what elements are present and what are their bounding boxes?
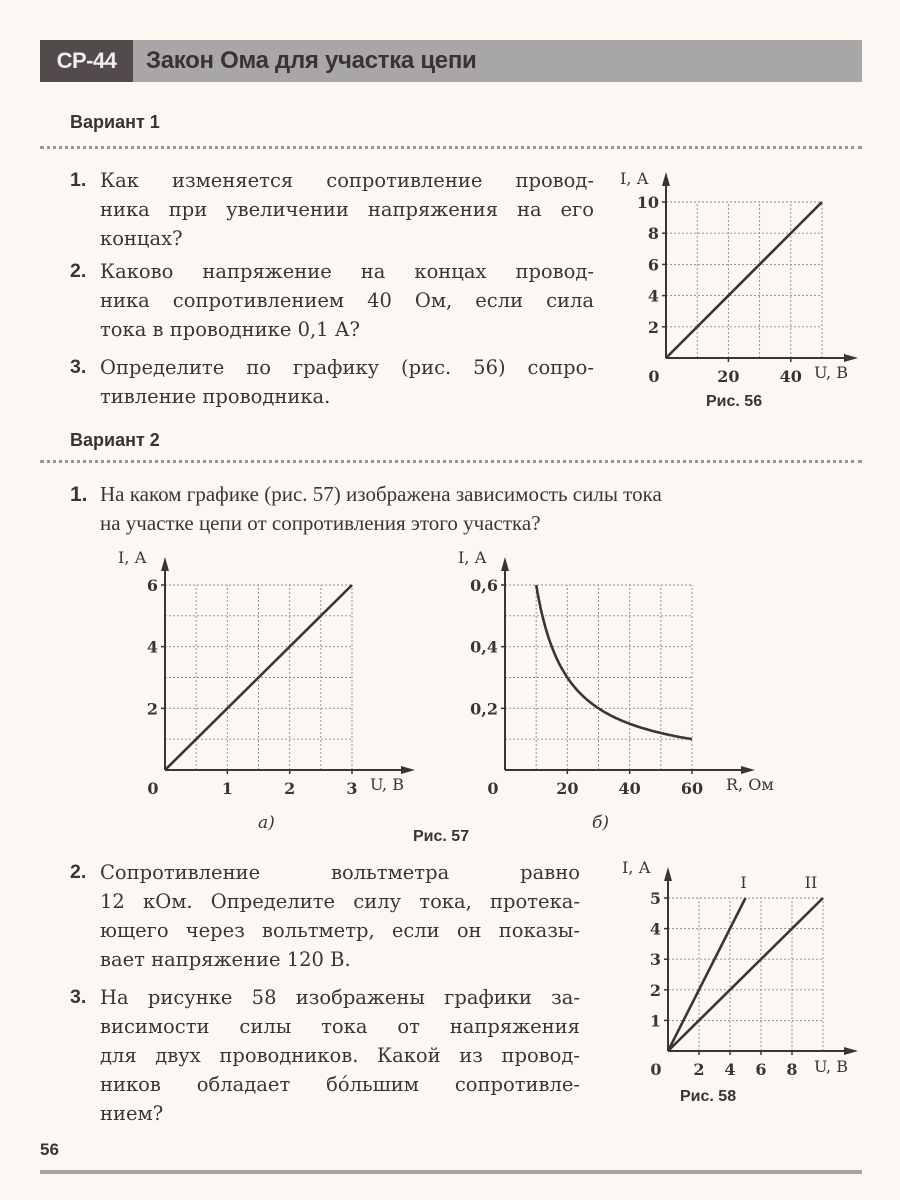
- x-tick-label: 40: [618, 779, 641, 798]
- question-line: Сопротивление вольтметра равно: [100, 861, 580, 884]
- footer-divider: [40, 1170, 862, 1174]
- y-tick-label: 6: [647, 255, 659, 275]
- x-tick-label: 6: [755, 1060, 767, 1079]
- variant-1-heading: Вариант 1: [70, 112, 160, 132]
- question-line: Определите по графику (рис. 56) сопро-: [100, 356, 594, 379]
- question-line: для двух проводников. Какой из провод-: [100, 1044, 580, 1067]
- v1-question-1: [70, 166, 594, 256]
- y-tick-label: 4: [146, 637, 158, 657]
- fig57-caption: Рис. 57: [413, 828, 470, 845]
- x-tick-label: 20: [717, 367, 740, 386]
- x-axis-arrow-icon: [844, 1047, 858, 1055]
- question-line: На рисунке 58 изображены графики за-: [100, 986, 580, 1009]
- question-line: Как изменяется сопротивление провод-: [100, 169, 594, 192]
- fig58-x-axis-label: U, В: [814, 1057, 848, 1076]
- y-axis-arrow-icon: [161, 557, 169, 571]
- y-axis-arrow-icon: [664, 867, 672, 881]
- fig58-chart: [610, 855, 870, 1085]
- y-tick-label: 0,2: [470, 699, 498, 719]
- fig58-y-axis-label: I, А: [622, 858, 651, 877]
- v1-question-2: [70, 257, 594, 347]
- v2-question-3: [70, 983, 580, 1133]
- y-tick-label: 3: [649, 950, 661, 970]
- x-axis-arrow-icon: [401, 766, 415, 774]
- x-tick-label: 60: [680, 779, 704, 798]
- question-line: ника сопротивлением 40 Ом, если сила: [100, 289, 594, 312]
- x-tick-label: 2: [693, 1060, 705, 1079]
- y-tick-label: 5: [649, 889, 661, 908]
- y-tick-label: 1: [649, 1011, 661, 1031]
- fig57a-y-axis-label: I, А: [118, 548, 147, 567]
- page-number: 56: [40, 1140, 59, 1159]
- question-number: 2.: [70, 861, 87, 883]
- y-tick-label: 10: [636, 193, 659, 212]
- question-line: Каково напряжение на концах провод-: [100, 260, 594, 283]
- question-line: На каком графике (рис. 57) изображена зависимость силы тока: [100, 482, 662, 506]
- question-number: 1.: [70, 483, 88, 506]
- x-tick-label: 0: [147, 779, 159, 798]
- question-line: нием?: [100, 1102, 164, 1125]
- variant-1-divider: [40, 146, 862, 149]
- series-line: [668, 898, 746, 1051]
- x-axis-arrow-icon: [741, 766, 755, 774]
- question-number: 3.: [70, 986, 87, 1008]
- series-line: [666, 202, 822, 358]
- question-line: концах?: [100, 227, 183, 250]
- question-line: тивление проводника.: [100, 385, 331, 408]
- page-title: Закон Ома для участка цепи: [146, 47, 477, 74]
- y-tick-label: 4: [649, 919, 661, 939]
- x-tick-label: 3: [346, 779, 358, 798]
- question-line: висимости силы тока от напряжения: [100, 1015, 580, 1038]
- x-tick-label: 40: [779, 367, 802, 386]
- fig57a-x-axis-label: U, В: [370, 775, 404, 794]
- question-line: тока в проводнике 0,1 А?: [100, 318, 361, 341]
- fig58-caption: Рис. 58: [680, 1088, 737, 1105]
- question-line: ющего через вольтметр, если он показы-: [100, 919, 580, 942]
- v2-question-2: [70, 858, 580, 978]
- y-tick-label: 6: [146, 576, 158, 595]
- series-line: [668, 898, 823, 1051]
- x-axis-arrow-icon: [844, 354, 858, 362]
- y-tick-label: 2: [649, 980, 661, 1000]
- variant-2-divider: [40, 460, 862, 463]
- y-tick-label: 2: [647, 317, 659, 337]
- question-line: вает напряжение 120 В.: [100, 948, 351, 971]
- question-line: 12 кОм. Определите силу тока, протека-: [100, 890, 580, 913]
- x-tick-label: 0: [487, 779, 499, 798]
- x-tick-label: 0: [648, 367, 660, 386]
- series-line: [536, 585, 692, 739]
- v1-question-3: [70, 353, 594, 413]
- fig57b-y-axis-label: I, А: [458, 548, 487, 567]
- fig57b-x-axis-label: R, Ом: [726, 775, 774, 794]
- fig57b-caption: б): [592, 813, 610, 833]
- fig56-x-axis-label: U, В: [814, 363, 848, 382]
- x-tick-label: 2: [284, 779, 296, 798]
- x-tick-label: 20: [556, 779, 579, 798]
- fig57b-chart: [440, 545, 810, 805]
- fig57a-caption: а): [258, 813, 275, 833]
- y-tick-label: 0,4: [470, 637, 498, 657]
- fig57a-chart: [110, 545, 430, 805]
- x-tick-label: 4: [724, 1060, 736, 1079]
- y-tick-label: 8: [647, 224, 659, 244]
- y-tick-label: 4: [647, 286, 659, 306]
- question-line: ников обладает бóльшим сопротивле-: [100, 1073, 580, 1096]
- v2-question-1: [70, 480, 860, 540]
- series-label: I: [740, 873, 747, 892]
- x-tick-label: 0: [650, 1060, 662, 1079]
- y-tick-label: 2: [146, 699, 158, 719]
- y-axis-arrow-icon: [662, 172, 670, 186]
- fig56-y-axis-label: I, А: [620, 169, 649, 188]
- x-tick-label: 8: [786, 1060, 798, 1079]
- question-number: 2.: [70, 260, 87, 282]
- question-number: 1.: [70, 169, 87, 191]
- fig56-caption: Рис. 56: [706, 393, 763, 410]
- series-label: II: [804, 873, 818, 892]
- y-tick-label: 0,6: [470, 576, 498, 595]
- work-code: СР-44: [40, 40, 133, 82]
- question-line: на участке цепи от сопротивления этого участка?: [100, 511, 541, 535]
- question-line: ника при увеличении напряжения на его: [100, 198, 594, 221]
- question-number: 3.: [70, 356, 87, 378]
- variant-2-heading: Вариант 2: [70, 430, 160, 450]
- y-axis-arrow-icon: [501, 557, 509, 571]
- x-tick-label: 1: [221, 779, 233, 798]
